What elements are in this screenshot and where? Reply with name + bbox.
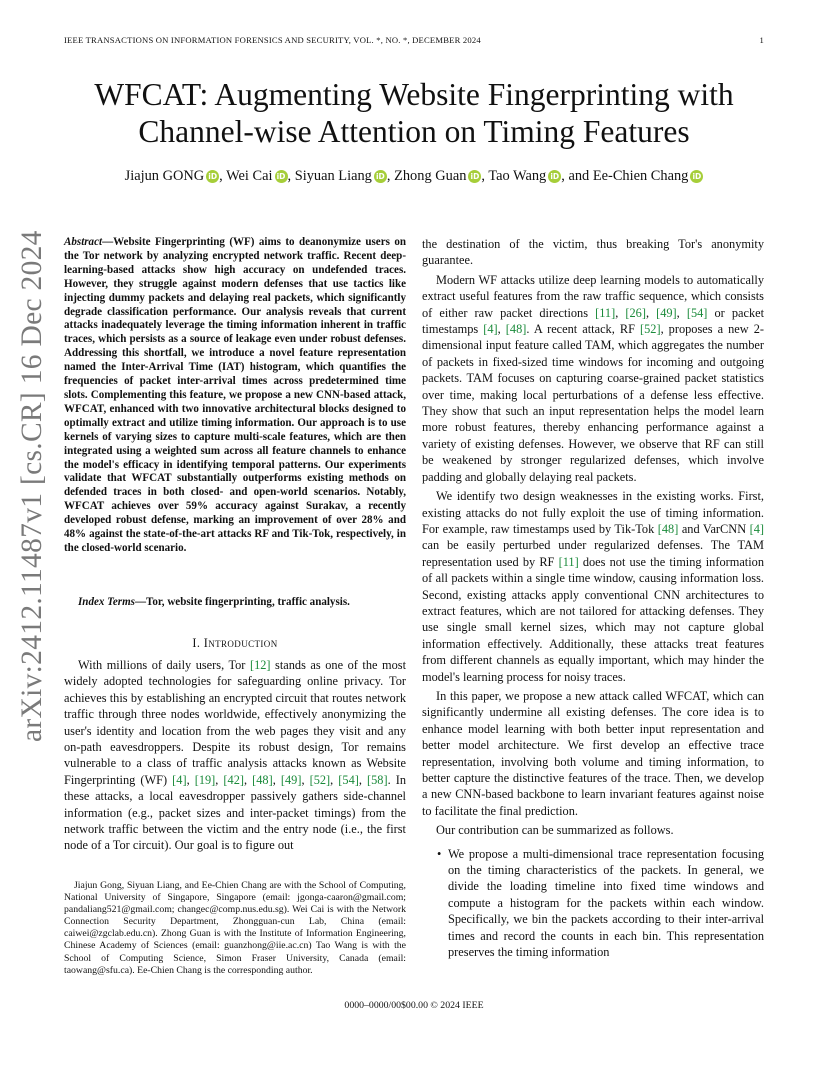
citation-link[interactable]: [19] [194, 772, 216, 787]
abstract-label: Abstract [64, 236, 103, 248]
author-separator: , [287, 168, 295, 184]
text: . A recent attack, RF [526, 322, 640, 337]
citation-link[interactable]: [54] [338, 772, 359, 787]
citation-link[interactable]: [48] [657, 521, 679, 536]
citation-link[interactable]: [4] [483, 322, 498, 337]
text: With millions of daily users, Tor [78, 658, 250, 672]
orcid-icon[interactable]: iD [374, 170, 387, 183]
author-list [64, 168, 764, 185]
text: , proposes a new 2-dimensional input feature called TAM, which aggregates the number of packets in fixed-sized time windows for incoming and outgoing packets. TAM focuses on capturing coarse-grained packet statistics over time, making local perturbations of a defense less effective. They show that such an input representation helps the model learn more robust features, thereby enhancing performance against a variety of existing defenses. However, we observe that RF can still be weakened by stronger regularized defenses, which involve padding and globally delaying real packets. [422, 322, 764, 484]
text: . In these attacks, a local eavesdropper passively gathers side-channel information (e.g., packet sizes and inter-packet timings) from the network traffic between the victim and the entry node (i.e., the first node of a Tor circuit). Our goal is to figure out [64, 772, 407, 853]
index-terms [64, 596, 406, 610]
index-terms-label: Index Terms [78, 596, 135, 608]
copyright-notice: 0000–0000/00$00.00 © 2024 IEEE [344, 1000, 484, 1011]
citation-link[interactable]: [4] [172, 772, 187, 787]
orcid-icon[interactable]: iD [468, 170, 481, 183]
author-name: Tao Wang [488, 168, 547, 184]
author-name: Wei Cai [226, 168, 273, 184]
index-terms-text: —Tor, website fingerprinting, traffic analysis. [134, 596, 350, 608]
text: stands as one of the most widely adopted technologies for safeguarding online privacy. Tor achieves this by establishing an encrypted circuit that routes network traffic through three nodes worldwide, effectively anonymizing the user's identity and location from the web pages they visit and any on-path eavesdroppers. Despite its robust design, Tor remains vulnerable to a class of traffic analysis attacks known as Website Fingerprinting (WF) [64, 658, 406, 787]
citation-link[interactable]: [48] [505, 322, 527, 337]
title-line-1: WFCAT: Augmenting Website Fingerprinting with [94, 77, 734, 112]
text: does not use the timing information of all packets within a single time window, causing information loss. Second, existing attacks apply conventional CNN architectures to extract features, which are not tailored for attacking defenses. They use single small kernel sizes, which may not capture global information effectively. Additionally, these attacks treat features from different channels as equally important, which may hinder the model's learning process for noisy traces. [422, 554, 765, 684]
citation-link[interactable]: [52] [309, 772, 331, 787]
citation-link[interactable]: [49] [656, 305, 677, 320]
author-name: Zhong Guan [394, 168, 467, 184]
text: We identify two design weaknesses in the existing works. First, existing attacks do not fully exploit the use of timing information. For example, raw timestamps used by Tik-Tok [422, 489, 764, 536]
text: Modern WF attacks utilize deep learning models to automatically extract useful features from the raw traffic sequence, which consists of either raw packet directions [422, 272, 764, 320]
text: or packet timestamps [422, 305, 765, 337]
citation-link[interactable]: [11] [558, 554, 579, 569]
contribution-bullet [422, 846, 764, 961]
citation-link[interactable]: [54] [686, 305, 708, 320]
paragraph: the destination of the victim, thus breaking Tor's anonymity guarantee. [422, 237, 764, 268]
author-separator: , and [561, 168, 593, 184]
intro-paragraph: With millions of daily users, Tor [12] stands as one of the most widely adopted technologies for safeguarding online privacy. Tor achieves this by establishing an encrypted circuit that routes network traffic through three nodes worldwide, effectively anonymizing the user's identity and location from the web pages they visit and any on-path eavesdroppers. Despite its robust design, Tor remains vulnerable to a class of traffic analysis attacks known as Website Fingerprinting (WF) [4], [19], [42], [48], [49], [52], [54], [58]. In these attacks, a local eavesdropper passively gathers side-channel information (e.g., packet sizes and inter-packet timings) from the network traffic between the victim and the entry node (i.e., the first node of a Tor circuit). Our goal is to figure out [64, 658, 407, 853]
footnote [64, 880, 406, 977]
citation-link[interactable]: [52] [639, 322, 661, 337]
abstract-text: —Website Fingerprinting (WF) aims to deanonymize users on the Tor network by analyzing encrypted network traffic. Recent deep-learning-based attacks show high accuracy on undefended traces. However, they struggle against modern defenses that use tactics like injecting dummy packets and delaying real packets, which significantly degrade classification performance. Our analysis reveals that current attacks inadequately leverage the timing information inherent in traffic traces, which persists as a source of leakage even under robust defenses. Addressing this shortfall, we introduce a novel feature representation named the Inter-Arrival Time (IAT) histogram, which quantifies the frequencies of packet inter-arrival times across predetermined time slots. Complementing this feature, we propose a new CNN-based attack, WFCAT, enhanced with two innovative architectural blocks designed to optimally extract and utilize timing information. Our approach is to use kernels of varying sizes to capture multi-scale features, which are then integrated using a weighted sum across all feature channels to enhance the model's efficacy in identifying temporal patterns. Our experiments validate that WFCAT substantially outperforms existing methods on defended traces in both closed- and open-world scenarios. Notably, WFCAT achieves over 59% accuracy against Surakav, a recently developed robust defense, marking an improvement of over 28% and 48% against the state-of-the-art attacks RF and Tik-Tok, respectively, in the closed-world scenario. [64, 236, 406, 554]
orcid-icon[interactable]: iD [690, 170, 703, 183]
author-name: Siyuan Liang [294, 168, 372, 184]
abstract [64, 236, 406, 556]
author-separator: , [481, 168, 489, 184]
citation-link[interactable]: [26] [625, 305, 646, 320]
paragraph: In this paper, we propose a new attack called WFCAT, which can significantly undermine all existing defenses. The core idea is to enhance model learning with both better input representation and better model architecture. We first develop an effective trace representation, involving both volume and timing information, to better capture the distinctive features of the trace. Then, we develop a new CNN-based backbone to learn invariant features against noise to facilitate the final prediction. [422, 688, 764, 818]
citation-link[interactable]: [49] [280, 772, 302, 787]
section-heading [64, 636, 406, 651]
right-column [422, 236, 764, 960]
citation-link[interactable]: [11] [595, 305, 616, 320]
author-name: Jiajun GONG [124, 168, 205, 184]
footnote-text: Jiajun Gong, Siyuan Liang, and Ee-Chien Chang are with the School of Computing, National University of Singapore, Singapore (email: jgonga-caaron@gmail.com; pandaliang521@gmail.com; changec@comp.nus.edu.sg). Wei Cai is with the Network Connection Security Department, Zhongguan-cun Lab, China (email: caiwei@zgclab.edu.cn). Zhong Guan is with the Institute of Information Engineering, Chinese Academy of Sciences (email: guanzhong@iie.ac.cn) Tao Wang is with the School of Computing Science, Simon Fraser University, Canada (email: taowang@sfu.ca). Ee-Chien Chang is the corresponding author. [64, 880, 406, 976]
bullet-marker: • [437, 846, 442, 861]
text: and VarCNN [678, 521, 750, 536]
citation-link[interactable]: [58] [367, 772, 388, 787]
citation-link[interactable]: [4] [749, 521, 764, 536]
author-separator: , [219, 168, 227, 184]
citation-link[interactable]: [48] [252, 772, 273, 787]
paragraph: Our contribution can be summarized as follows. [436, 823, 674, 838]
page-number: 1 [759, 35, 764, 45]
section-number: I. [192, 636, 201, 650]
orcid-icon[interactable]: iD [206, 170, 219, 183]
citation-link[interactable]: [12] [249, 658, 271, 672]
running-header [64, 35, 764, 45]
bullet-text: We propose a multi-dimensional trace representation focusing on the timing characteristics of the packets. In general, we divide the loading timeline into fixed time windows and compute a histogram for the packets within each window. Specifically, we bin the packets according to their inter-arrival times and record the counts in each bin. This representation preserves the timing information [448, 846, 764, 960]
arxiv-sidebar: arXiv:2412.11487v1 [cs.CR] 16 Dec 2024 [16, 230, 48, 742]
paragraph [422, 488, 764, 685]
section-title: Introduction [203, 636, 278, 650]
journal-name: IEEE TRANSACTIONS ON INFORMATION FORENSICS AND SECURITY, VOL. *, NO. *, DECEMBER 2024 [64, 35, 481, 45]
text: can be easily perturbed under regularized defenses. The TAM representation used by RF [422, 538, 764, 569]
author-separator: , [386, 168, 395, 184]
paragraph: Modern WF attacks utilize deep learning models to automatically extract useful features from the raw traffic sequence, which consists of either raw packet directions [11], [26], [49], [54] or packet timestamps [4], [48]. A recent attack, RF [52], proposes a new 2-dimensional input feature called TAM, which aggregates the number of packets in fixed-sized time windows for incoming and outgoing packets. TAM focuses on capturing coarse-grained packet statistics over time, making local perturbations of a defense less effective. They show that such an input representation helps the model learn more robust features, thereby enhancing performance against a variety of existing defenses. However, we observe that RF can still be weakened by stronger regularized defenses, which involve padding and globally delaying real packets. [422, 272, 765, 484]
author-name: Ee-Chien Chang [592, 168, 689, 184]
paper-title [64, 76, 764, 150]
title-line-2: Channel-wise Attention on Timing Features [138, 114, 690, 149]
orcid-icon[interactable]: iD [548, 170, 561, 183]
citation-link[interactable]: [42] [223, 772, 244, 787]
orcid-icon[interactable]: iD [275, 170, 288, 183]
